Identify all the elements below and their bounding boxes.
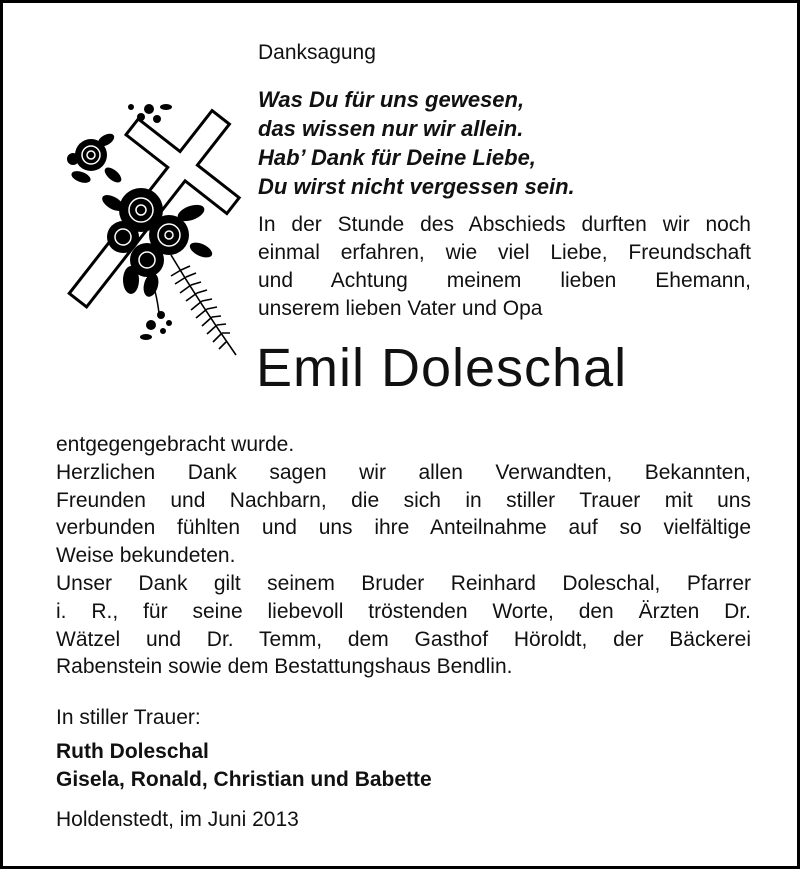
notice-heading: Danksagung [258,41,376,64]
intro-line: unserem lieben Vater und Opa [258,297,543,320]
body-line: i. R., für seine liebevoll tröstenden Worte, den Ärzten Dr. [56,599,751,623]
body-line: Weise bekundeten. [56,544,236,568]
signatory: Gisela, Ronald, Christian und Babette [56,768,432,791]
intro-line: und Achtung meinem lieben Ehemann, [258,269,751,292]
signatories [56,738,432,794]
poem-line: Was Du für uns gewesen, [258,87,525,112]
place-date: Holdenstedt, im Juni 2013 [56,808,299,831]
poem-line: Du wirst nicht vergessen sein. [258,174,575,199]
body-line: Herzlichen Dank sagen wir allen Verwandten, Bekannten, [56,460,751,484]
intro-line: In der Stunde des Abschieds durften wir noch [258,213,751,236]
signatory: Ruth Doleschal [56,740,209,763]
body-line: Rabenstein sowie dem Bestattungshaus Bendlin. [56,655,513,679]
body-line: Unser Dank gilt seinem Bruder Reinhard Doleschal, Pfarrer [56,571,751,595]
sign-intro: In stiller Trauer: [56,706,201,729]
gratitude-paragraph [56,431,751,681]
body-line: entgegengebracht wurde. [56,433,295,456]
body-line: verbunden fühlten und uns ihre Anteilnahme auf so vielfältige [56,516,751,540]
intro-line: einmal erfahren, wie viel Liebe, Freundschaft [258,241,751,264]
deceased-name: Emil Doleschal [256,338,628,398]
intro-paragraph [258,211,751,323]
poem-line: Hab’ Dank für Deine Liebe, [258,145,536,170]
cross-with-roses-icon [51,85,243,361]
body-line: Freunden und Nachbarn, die sich in stiller Trauer mit uns [56,488,751,512]
memorial-poem [258,85,575,201]
poem-line: das wissen nur wir allein. [258,116,524,141]
body-line: Wätzel und Dr. Temm, dem Gasthof Höroldt, der Bäckerei [56,627,751,651]
